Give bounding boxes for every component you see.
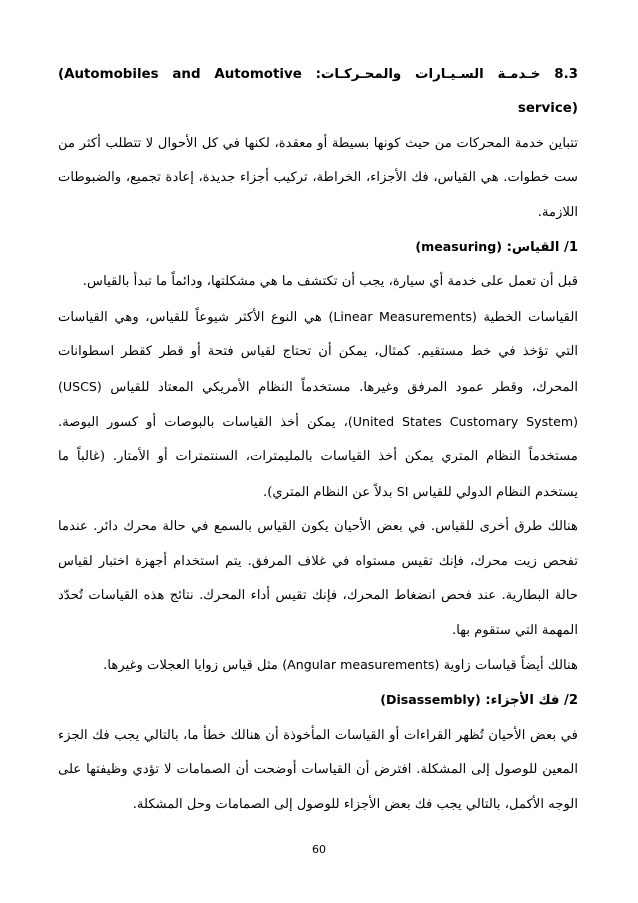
intro-paragraph: تتباين خدمة المحركات من حيث كونها بسيطة أو معقدة، لكنها في كل الأحوال لا تتطلب أكثر من ست خطوات. هي القياس، فك الأجزاء، الخراطة، تركيب أجزاء جديدة، إعادة تجميع، والضبوطات اللازمة. <box>58 135 578 220</box>
english-term: (USCS) <box>58 378 102 394</box>
text-run: بدلاً عن النظام المتري). <box>263 484 397 500</box>
english-term: (Linear Measurements) <box>328 308 477 324</box>
section-number: 8.3 <box>554 67 578 82</box>
text-run: هنالك أيضاً قياسات زاوية <box>439 657 578 673</box>
english-term: (United States Customary System) <box>347 414 578 430</box>
disassembly-heading-arabic: 2/ فك الأجزاء: <box>485 693 578 709</box>
text-run: هي النوع الأكثر شيوعاً للقياس، وهي القياسات التي تؤخذ في خط مستقيم. كمثال، يمكن أن تحتاج لقياس فتحة أو قطر كقطر اسطوانات المحرك، وقطر عمود المرفق وغيرها. مستخدماً النظام الأمريكي المعتاد للقياس <box>58 309 578 395</box>
page-content <box>58 58 578 822</box>
english-term: (Angular measurements) <box>282 656 440 672</box>
text-run: ، يمكن أخذ القياسات بالبوصات أو كسور البوصة. مستخدماً النظام المتري يمكن أخذ القياسات بالمليمترات، السنتمترات أو الأمتار. (غالباً ما يستخدم النظام الدولي للقياس <box>58 415 578 500</box>
english-term: SI <box>396 483 409 499</box>
measuring-paragraph-1: قبل أن تعمل على خدمة أي سيارة، يجب أن تكتشف ما هي مشكلتها، ودائماً ما تبدأ بالقياس. <box>82 274 578 290</box>
page-number: 60 <box>312 843 326 856</box>
section-title-english: (Automobiles and Automotive service) <box>58 67 578 117</box>
measuring-paragraph-2 <box>58 300 578 510</box>
measuring-paragraph-4 <box>58 648 578 683</box>
disassembly-heading-english: (Disassembly) <box>380 692 481 708</box>
text-run: مثل قياس زوايا العجلات وغيرها. <box>103 657 283 673</box>
text-run: القياسات الخطية <box>476 309 579 325</box>
section-heading <box>58 58 578 127</box>
section-title-arabic: خـدمـة السـيـارات والمحـركـات: <box>315 67 541 82</box>
measuring-heading-arabic: 1/ القياس: <box>506 240 578 256</box>
measuring-paragraph-3: هنالك طرق أخرى للقياس. في بعض الأحيان يكون القياس بالسمع في حالة محرك دائر. عندما تفحص زيت محرك، فإنك تقيس مستواه في غلاف المرفق. يتم استخدام أجهزة اختبار لقياس حالة البطارية. عند فحص انضغاط المحرك، فإنك تقيس أداء المحرك. نتائج هذه القياسات تُحدّد المهمة التي ستقوم بها. <box>58 519 578 638</box>
measuring-heading-english: (measuring) <box>415 239 503 255</box>
disassembly-heading <box>58 683 578 718</box>
measuring-heading <box>58 230 578 265</box>
disassembly-paragraph-1: في بعض الأحيان تُظهر القراءات أو القياسات المأخوذة أن هنالك خطأ ما، بالتالي يجب فك الجزء المعين للوصول إلى المشكلة. افترض أن القياسات أوضحت أن الصمامات لا تؤدي وظيفتها على الوجه الأكمل، بالتالي يجب فك بعض الأجزاء للوصول إلى الصمامات وحل المشكلة. <box>58 727 578 812</box>
